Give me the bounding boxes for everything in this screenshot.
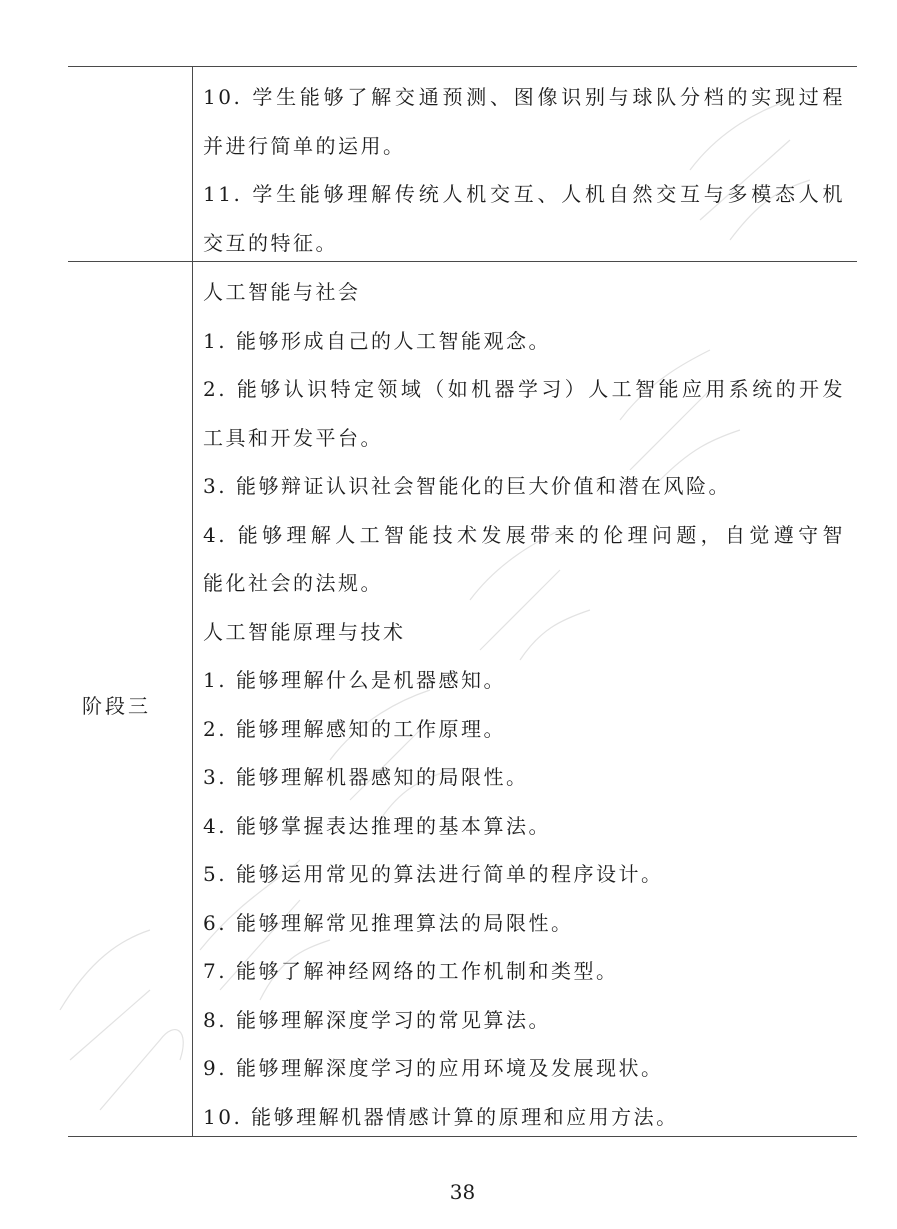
- item-line: 3. 能够理解机器感知的局限性。: [203, 765, 529, 789]
- item-line: 2. 能够认识特定领域（如机器学习）人工智能应用系统的开发: [203, 377, 845, 401]
- item-line: 交互的特征。: [203, 230, 338, 255]
- item-line: 1. 能够理解什么是机器感知。: [203, 668, 506, 692]
- section-heading: 人工智能原理与技术: [203, 619, 406, 644]
- table-row: [68, 261, 857, 1137]
- standards-table: [68, 66, 857, 1137]
- stage-cell: [68, 67, 193, 261]
- item-line: 3. 能够辩证认识社会智能化的巨大价值和潜在风险。: [203, 474, 731, 498]
- item-line: 4. 能够理解人工智能技术发展带来的伦理问题，自觉遵守智: [203, 522, 845, 547]
- item-line: 9. 能够理解深度学习的应用环境及发展现状。: [203, 1056, 664, 1080]
- item-line: 8. 能够理解深度学习的常见算法。: [203, 1007, 551, 1032]
- item-line: 10. 能够理解机器情感计算的原理和应用方法。: [203, 1104, 679, 1129]
- item-line: 10. 学生能够了解交通预测、图像识别与球队分档的实现过程: [203, 85, 845, 109]
- item-line: 7. 能够了解神经网络的工作机制和类型。: [203, 959, 619, 983]
- item-line: 1. 能够形成自己的人工智能观念。: [203, 328, 551, 353]
- item-line: 能化社会的法规。: [203, 571, 383, 595]
- item-line: 4. 能够掌握表达推理的基本算法。: [203, 813, 551, 838]
- table-row: [68, 66, 857, 261]
- item-line: 2. 能够理解感知的工作原理。: [203, 716, 506, 741]
- content-cell: [193, 67, 857, 261]
- content-cell: [193, 262, 857, 1136]
- item-line: 6. 能够理解常见推理算法的局限性。: [203, 910, 574, 935]
- item-line: 5. 能够运用常见的算法进行简单的程序设计。: [203, 862, 664, 886]
- item-line: 并进行简单的运用。: [203, 133, 406, 158]
- section-heading: 人工智能与社会: [203, 280, 361, 304]
- item-line: 11. 学生能够理解传统人机交互、人机自然交互与多模态人机: [203, 182, 845, 206]
- stage-cell: 阶段三: [68, 262, 193, 1136]
- item-line: 工具和开发平台。: [203, 425, 383, 450]
- page-number: 38: [449, 1180, 476, 1204]
